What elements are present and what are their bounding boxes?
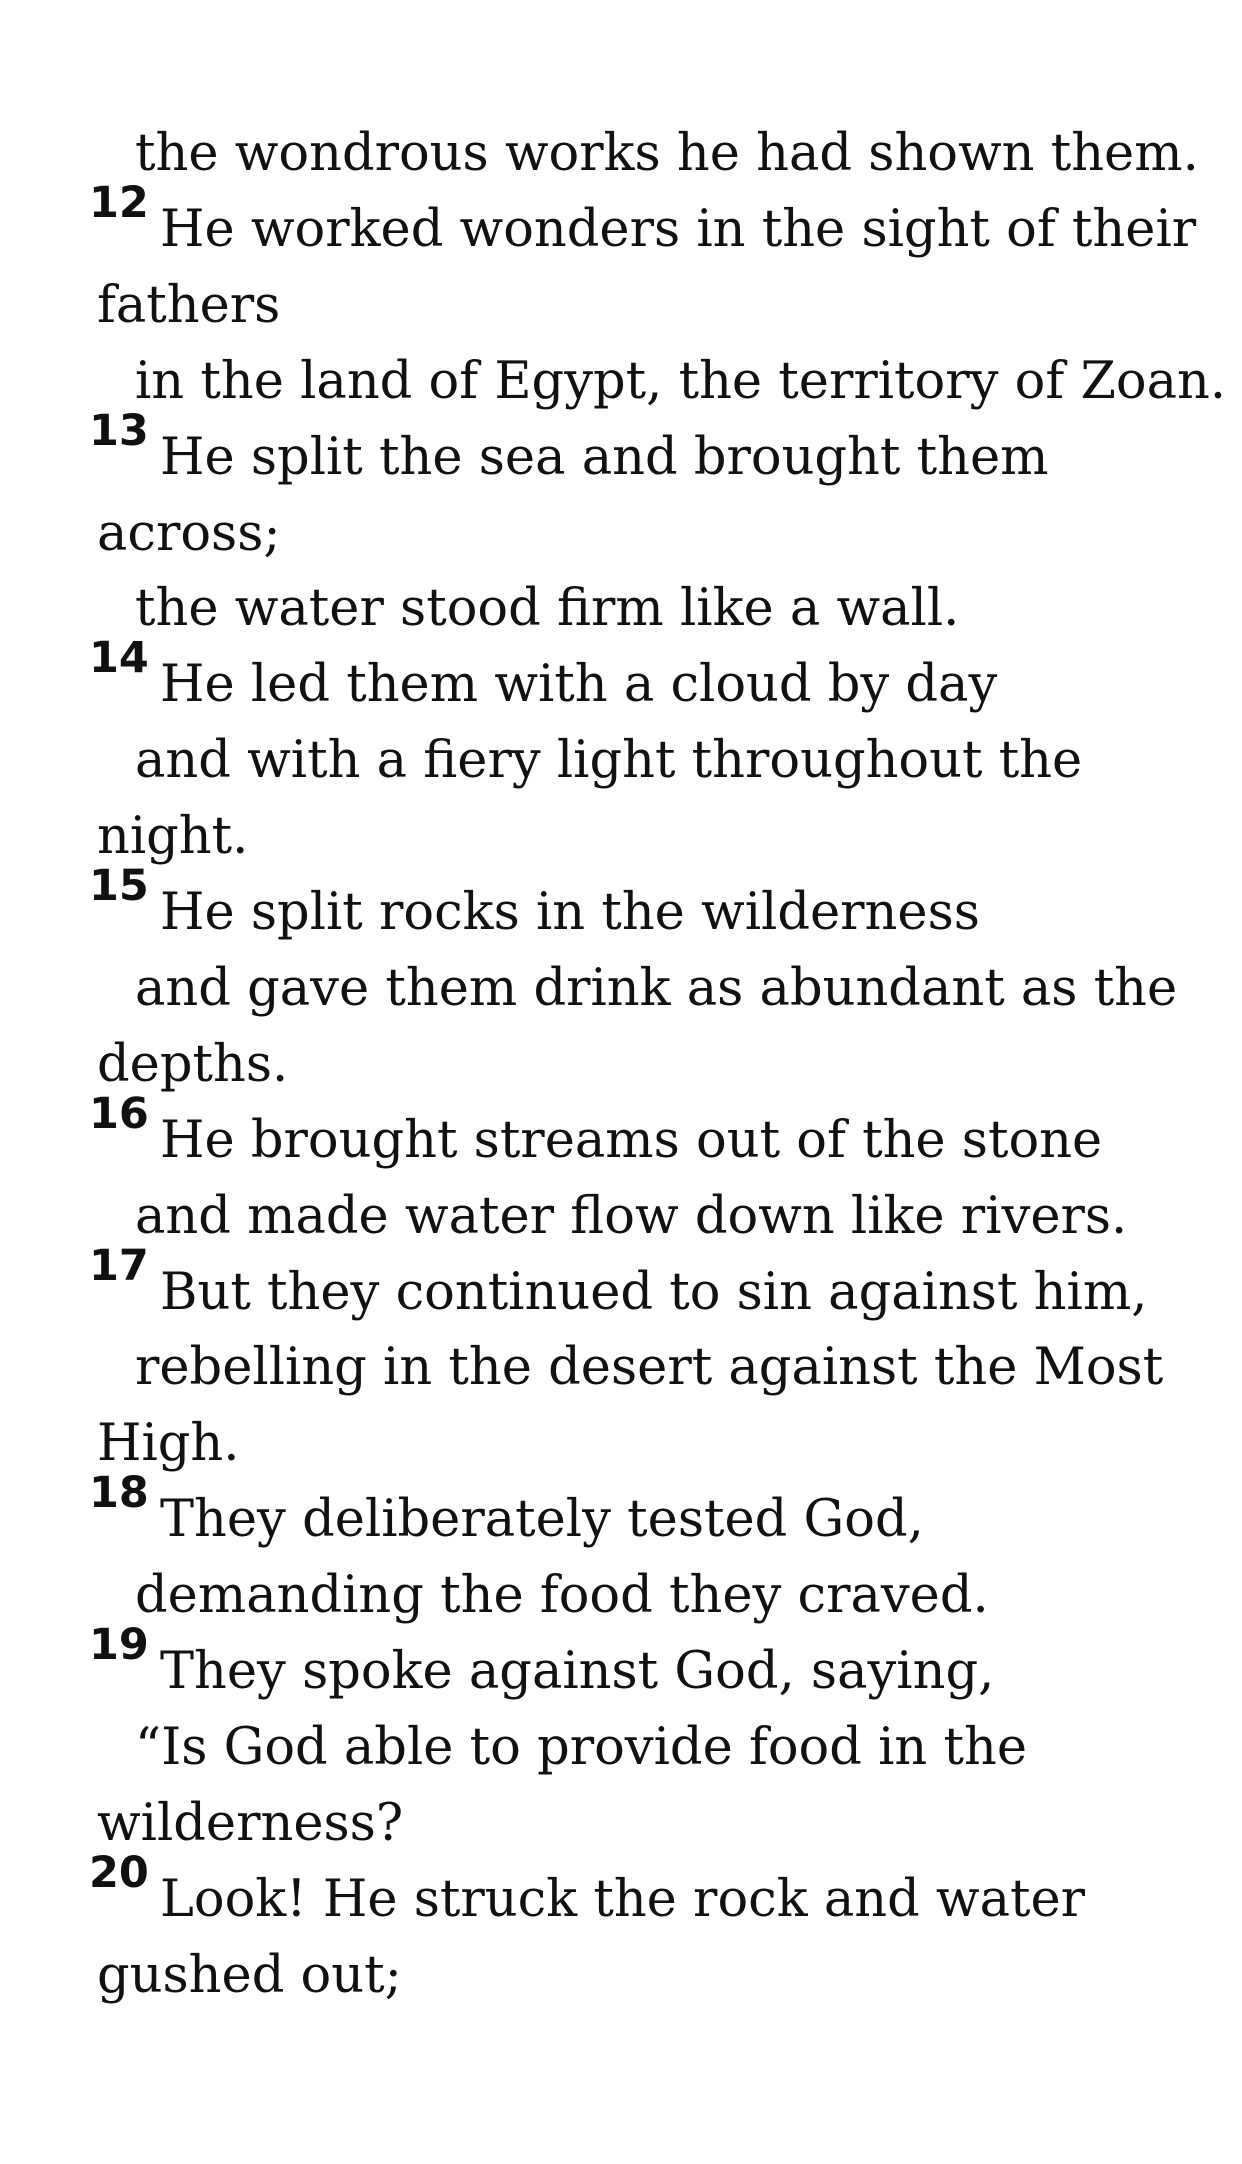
verse-line: Look! He struck the rock and water: [160, 1869, 1086, 1929]
verse-number: 12: [89, 177, 149, 228]
verse-number: 18: [89, 1468, 149, 1519]
wrapped-line: wilderness?: [97, 1793, 404, 1853]
verse-number: 13: [89, 405, 149, 456]
wrapped-line: depths.: [97, 1034, 289, 1094]
indented-line: and with a fiery light throughout the: [135, 731, 1083, 791]
wrapped-line: gushed out;: [97, 1945, 402, 2005]
wrapped-line: High.: [97, 1414, 240, 1474]
indented-line: “Is God able to provide food in the: [135, 1717, 1028, 1777]
indented-line: and made water flow down like rivers.: [135, 1186, 1128, 1246]
verse-number: 15: [89, 861, 149, 911]
verse-number: 20: [89, 1847, 149, 1898]
verse-line: He split rocks in the wilderness: [160, 883, 980, 942]
verse-line: But they continued to sin against him,: [160, 1262, 1148, 1322]
verse-number: 14: [89, 633, 149, 684]
indented-line: demanding the food they craved.: [135, 1566, 989, 1626]
verse-line: They spoke against God, saying,: [160, 1642, 995, 1701]
indented-line: the wondrous works he had shown them.: [135, 124, 1199, 183]
verse-line: They deliberately tested God,: [160, 1490, 924, 1550]
wrapped-line: fathers: [97, 275, 281, 335]
verse-number: 17: [89, 1240, 149, 1291]
wrapped-line: night.: [97, 807, 249, 867]
verse-line: He split the sea and brought them: [160, 427, 1049, 487]
verse-line: He brought streams out of the stone: [160, 1110, 1103, 1170]
verse-line: He led them with a cloud by day: [160, 655, 998, 715]
indented-line: the water stood firm like a wall.: [135, 579, 960, 639]
verse-number: 19: [89, 1620, 149, 1670]
indented-line: and gave them drink as abundant as the: [135, 958, 1178, 1018]
indented-line: in the land of Egypt, the territory of Zoan.: [135, 351, 1227, 411]
verse-number: 16: [89, 1088, 149, 1139]
indented-line: rebelling in the desert against the Most: [135, 1338, 1164, 1398]
verse-line: He worked wonders in the sight of their: [160, 199, 1197, 259]
wrapped-line: across;: [97, 503, 281, 563]
